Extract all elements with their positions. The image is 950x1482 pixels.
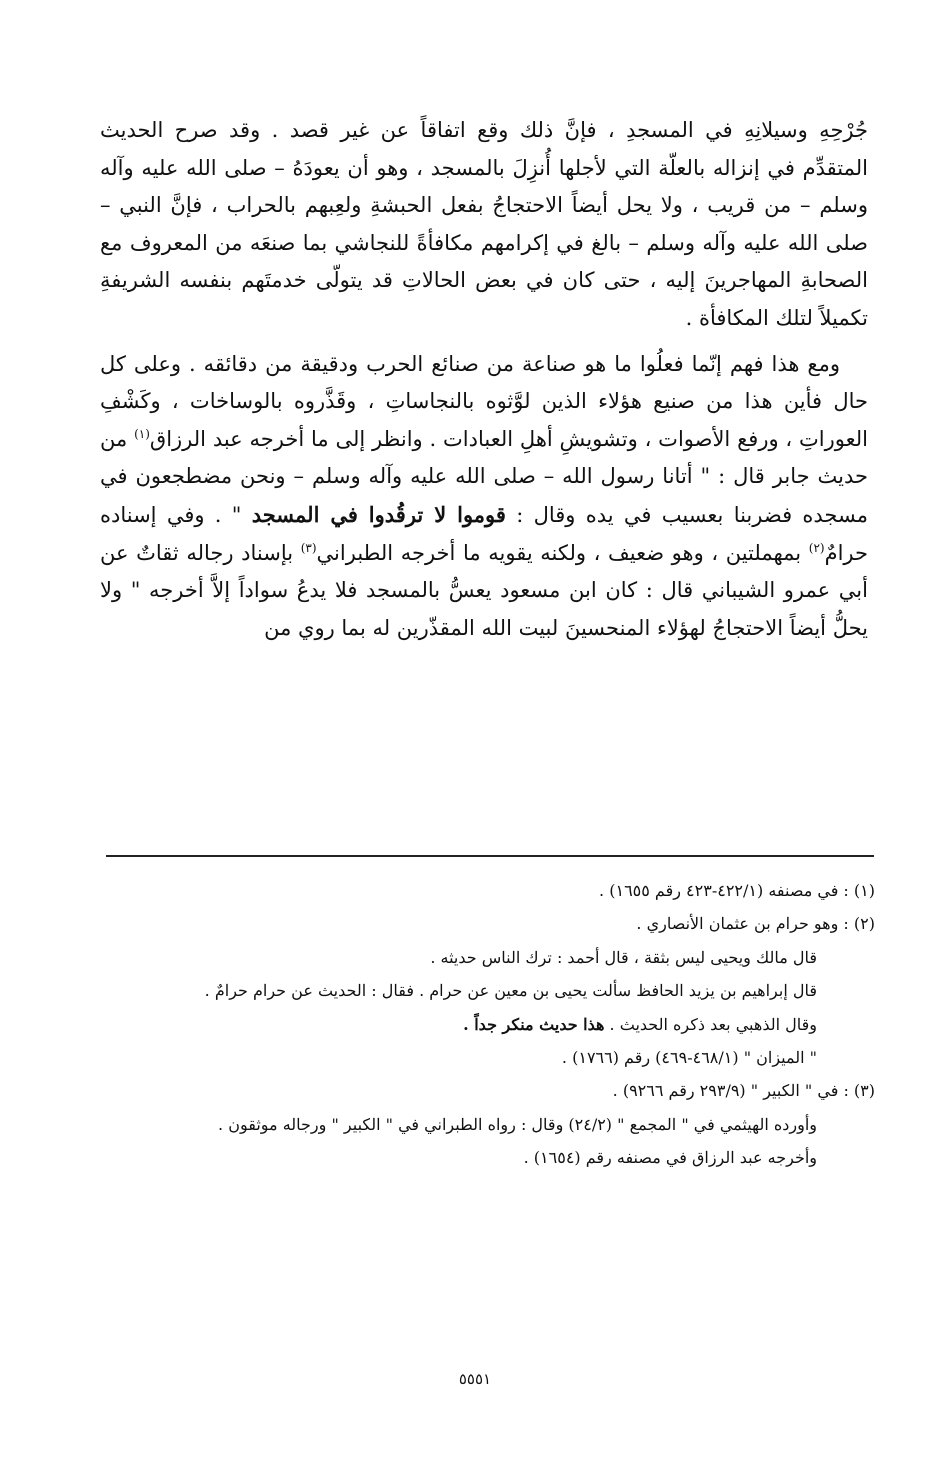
- footnote-2-line-a: قال مالك ويحيى ليس بثقة ، قال أحمد : ترك الناس حديثه .: [430, 947, 817, 967]
- footnote-2-line-d: " الميزان " (٤٦٨/١-٤٦٩) رقم (١٧٦٦) .: [561, 1048, 817, 1068]
- footnote-ref-2: (٢): [808, 540, 825, 555]
- page-number: ٥٥٥١: [458, 1370, 492, 1388]
- footnote-separator: [106, 855, 874, 857]
- footnote-2-bold-verdict: هذا حديث منكر جداً .: [463, 1014, 605, 1034]
- main-text: [100, 112, 868, 647]
- footnote-2-line-c: [100, 1008, 875, 1041]
- footnotes: [100, 874, 875, 1175]
- footnote-ref-3: (٣): [300, 540, 317, 555]
- footnote-2-line-c-text: وقال الذهبي بعد ذكره الحديث .: [604, 1014, 817, 1034]
- paragraph-2: [100, 346, 868, 648]
- paragraph-1: جُرْحِهِ وسيلانِهِ في المسجدِ ، فإنَّ ذلك وقع اتفاقاً عن غير قصد . وقد صرح الحديث المتقدِّم في إنزاله بالعلّة التي لأجلها أُنزِلَ بالمسجد ، وهو أن يعودَهُ – صلى الله عليه وآله وسلم – من قريب ، ولا يحل أيضاً الاحتجاجُ بفعل الحبشةِ ولعِبهم بالحراب ، فإنَّ النبي – صلى الله عليه وآله وسلم – بالغ في إكرامهم مكافأةً للنجاشي بما صنعَه من المعروف مع الصحابةِ المهاجرينَ إليه ، حتى كان في بعض الحالاتِ قد يتولّى خدمتَهم بنفسه الشريفةِ تكميلاً لتلك المكافأة .: [100, 118, 868, 330]
- paragraph-2-text-5: بإسناد رجاله ثقاتٌ عن أبي عمرو الشيباني قال : كان ابن مسعود يعسُّ بالمسجد فلا يدعُ سواداً إلاَّ أخرجه " ولا يحلُّ أيضاً الاحتجاجُ لهؤلاء المنحسينَ لبيت الله المقذّرين له بما روي من: [100, 540, 868, 640]
- paragraph-2-text-2: من حديث جابر قال : " أتانا رسول الله – صلى الله عليه وآله وسلم – ونحن مضطجعون في مسجده فضربنا بعسيب في يده وقال :: [100, 426, 868, 527]
- footnote-3-line-b: وأخرجه عبد الرزاق في مصنفه رقم (١٦٥٤) .: [523, 1148, 817, 1168]
- hadith-quote-bold: قوموا لا ترقُدوا في المسجد: [251, 501, 506, 527]
- paragraph-2-text-4: بمهملتين ، وهو ضعيف ، ولكنه يقويه ما أخرجه الطبراني: [316, 540, 809, 565]
- paragraph-2-text-3: " . وفي إسناده حرامٌ: [100, 502, 868, 565]
- footnote-3-line-a: وأورده الهيثمي في " المجمع " (٢٤/٢) وقال : رواه الطبراني في " الكبير " ورجاله موثقون .: [218, 1114, 817, 1134]
- footnote-3: (٣) : في " الكبير " (٢٩٣/٩ رقم ٩٢٦٦) .: [612, 1081, 875, 1101]
- footnote-2: (٢) : وهو حرام بن عثمان الأنصاري .: [636, 914, 875, 934]
- footnote-2-line-b: قال إبراهيم بن يزيد الحافظ سألت يحيى بن معين عن حرام . فقال : الحديث عن حرام حرامٌ .: [204, 981, 817, 1001]
- footnote-1: (١) : في مصنفه (٤٢٢/١-٤٢٣ رقم ١٦٥٥) .: [599, 881, 875, 900]
- footnote-ref-1: (١): [134, 426, 150, 441]
- paragraph-2-text-1: ومع هذا فهم إنّما فعلُوا ما هو صناعة من صنائع الحرب ودقيقة من دقائقه . وعلى كل حال فأين هذا من صنيع هؤلاء الذين لوَّثوه بالنجاساتِ ، وقَذَّروه بالوساخات ، وكَشْفِ العوراتِ ، ورفع الأصوات ، وتشويشِ أهلِ العبادات . وانظر إلى ما أخرجه عبد الرزاق: [100, 351, 868, 451]
